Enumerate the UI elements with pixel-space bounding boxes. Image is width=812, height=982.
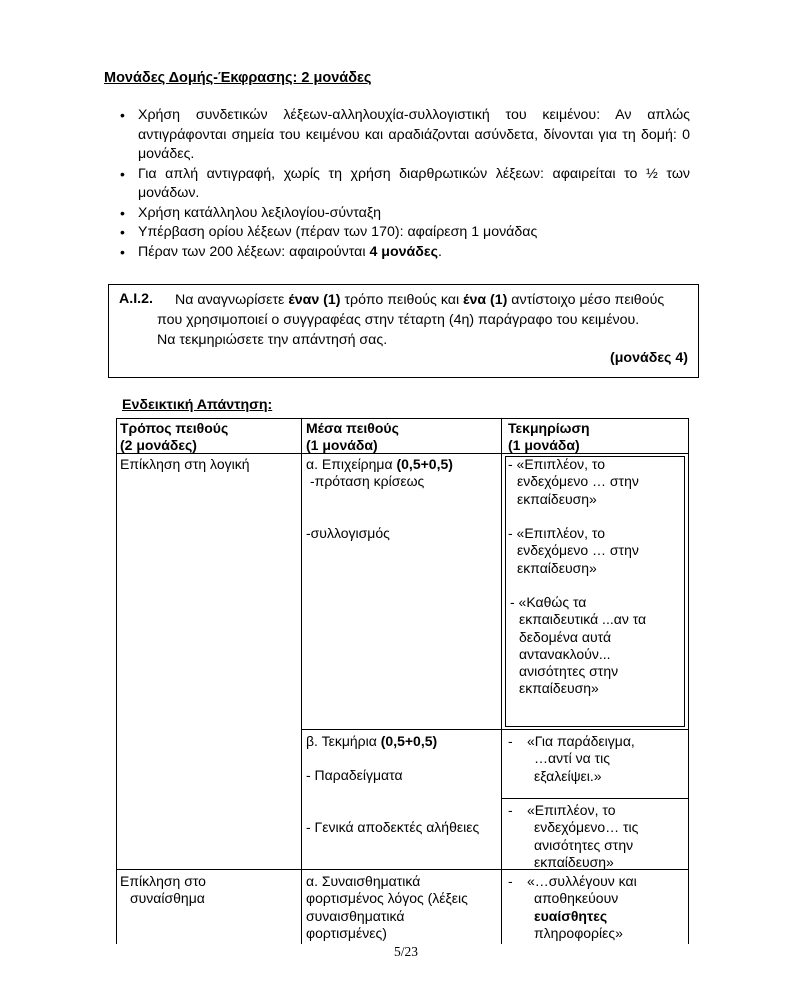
question-line-1 [175,291,689,311]
question-text: τρόπο πειθούς και [340,292,464,308]
table-cell-evidence [527,873,637,942]
list-item-text: Πέραν των 200 λέξεων: αφαιρούνται [138,243,370,260]
question-bold: ένα (1) [463,292,508,308]
list-item: • Χρήση συνδετικών λέξεων-αλληλουχία-συλλογιστική του κειμένου: Αν απλώς αντιγράφονται σημεία του κειμένου και αραδιάζονται ασύνδετα, δίνονται για τη δομή: 0 μονάδες. [120,106,690,165]
evidence-line: ανισότητες στην [519,663,619,680]
table-cell-evidence [527,733,635,785]
evidence-dash: - [508,733,513,749]
answer-heading: Ενδεικτική Απάντηση: [122,397,273,413]
table-border [501,418,502,944]
cell-text: β. Τεκμήρια [306,733,381,749]
list-item: • Υπέρβαση ορίου λέξεων (πέραν των 170): αφαίρεση 1 μονάδας [120,223,690,243]
header-text: (1 μονάδα) [306,437,378,454]
question-text: αντίστοιχο μέσο πειθούς [507,292,665,308]
table-cell-means-a [306,456,453,473]
evidence-line-bold: ευαίσθητες [534,907,608,924]
list-item-text: . [437,243,442,260]
table-cell-evidence [508,456,639,508]
question-text: Να αναγνωρίσετε [175,292,289,308]
question-marks: (μονάδες 4) [610,350,688,366]
table-cell-mode: Επίκληση στη λογική [120,456,250,472]
page-number: 5/23 [393,944,418,959]
table-border [501,798,689,799]
evidence-line: εκπαίδευση» [517,559,597,576]
evidence-line: αποθηκεύουν [534,890,619,907]
evidence-line: «Για παράδειγμα, [527,733,635,749]
table-header-mode [120,420,228,455]
table-cell-means [306,873,468,942]
table-cell-evidence [527,802,638,871]
evidence-line: εξαλείψει.» [534,767,602,784]
table-cell-means-b [306,733,437,750]
evidence-line: …αντί να τις [534,750,610,767]
table-cell-evidence [508,525,639,577]
evidence-line: - «Καθώς τα [510,594,587,610]
cell-bold: (0,5+0,5) [396,456,453,472]
evidence-line: εκπαίδευση» [517,490,597,507]
evidence-line: δεδομένα αυτά [519,628,612,645]
header-text: (2 μονάδες) [120,437,197,454]
evidence-line: ενδεχόμενο… τις [534,819,639,836]
table-border [116,418,117,944]
evidence-line: - «Επιπλέον, το [508,525,606,541]
table-border [301,729,689,730]
means-line: φορτισμένες) [306,924,387,941]
header-text: Τεκμηρίωση [508,420,590,436]
evidence-line: εκπαιδευτικά ...αν τα [519,611,647,628]
evidence-line: αντανακλούν... [519,645,611,662]
evidence-dash: - [508,873,513,889]
question-bold: έναν (1) [288,292,341,308]
header-text: (1 μονάδα) [508,437,580,454]
means-line: φορτισμένος λόγος (λέξεις [306,890,468,907]
table-cell-means-sub: -πρόταση κρίσεως [310,473,425,489]
table-cell-evidence [510,594,646,698]
evidence-line: εκπαίδευση» [534,853,614,870]
section-heading: Μονάδες Δομής-Έκφρασης: 2 μονάδες [104,70,372,86]
evidence-dash: - [508,802,513,818]
evidence-line: ενδεχόμενο … στην [517,473,639,490]
evidence-line: ενδεχόμενο … στην [517,542,639,559]
question-box [108,284,699,378]
table-border [301,418,302,944]
list-item: • Χρήση κατάλληλου λεξιλογίου-σύνταξη [120,204,690,224]
evidence-line: «Επιπλέον, το [527,802,616,818]
table-header-means [306,420,399,455]
table-border [505,456,506,726]
mode-line: συναίσθημα [130,890,205,907]
header-text: Μέσα πειθούς [306,420,399,436]
scoring-criteria-list [120,106,690,262]
table-cell-means-sub: - Γενικά αποδεκτές αλήθειες [306,819,480,835]
table-cell-mode [120,873,206,908]
means-line: συναισθηματικά [306,907,405,924]
list-item [120,243,690,263]
evidence-line: - «Επιπλέον, το [508,456,606,472]
cell-text: α. Επιχείρημα [306,456,397,472]
table-border [684,456,685,726]
mode-line: Επίκληση στο [120,873,206,889]
question-line-2: που χρησιμοποιεί ο συγγραφέας στην τέταρτη (4η) παράγραφο του κειμένου. [157,312,640,328]
question-label: Α.Ι.2. [119,291,153,307]
list-item-bold: 4 μονάδες [369,243,438,260]
table-border [505,726,685,727]
question-line-3: Να τεκμηριώσετε την απάντησή σας. [157,332,388,348]
table-cell-means-sub: -συλλογισμός [306,525,390,541]
table-border [116,418,689,419]
table-header-evidence [508,420,590,455]
cell-bold: (0,5+0,5) [380,733,438,749]
evidence-line: πληροφορίες» [534,924,623,941]
list-item: • Για απλή αντιγραφή, χωρίς τη χρήση διαρθρωτικών λέξεων: αφαιρείται το ½ των μονάδων. [120,165,690,204]
table-border [688,418,689,944]
evidence-line: ανισότητες στην [534,836,634,853]
table-cell-means-sub: - Παραδείγματα [306,767,403,783]
evidence-line: εκπαίδευση» [519,680,599,697]
means-line: α. Συναισθηματικά [306,873,421,889]
evidence-line: «…συλλέγουν και [527,873,637,889]
header-text: Τρόπος πειθούς [120,420,229,436]
